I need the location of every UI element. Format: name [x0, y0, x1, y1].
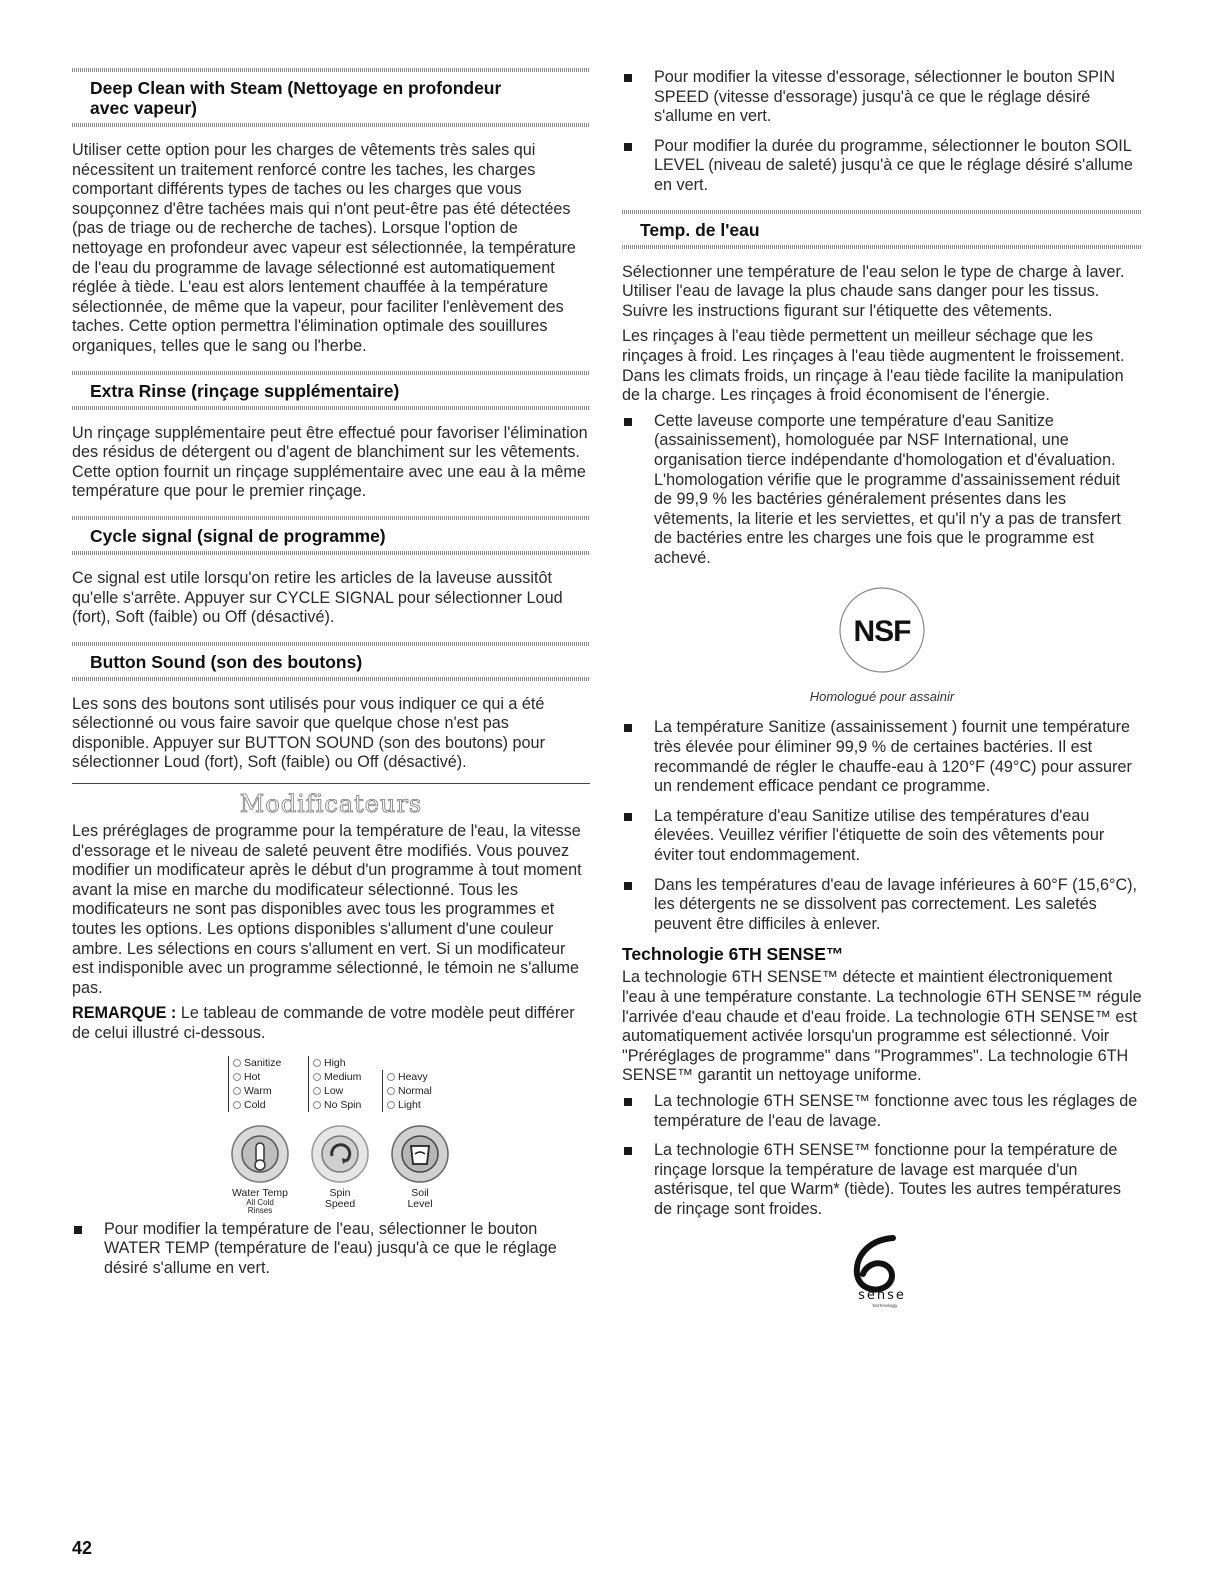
section-rule-bottom	[72, 123, 590, 127]
option-low: Low	[313, 1084, 361, 1098]
indicator-icon	[233, 1073, 241, 1081]
indicator-icon	[313, 1101, 321, 1109]
extra-rinse-body: Un rinçage supplémentaire peut être effectué pour favoriser l'élimination des résidus de détergent ou d'agent de blanchiment sur les vêtements. Cette option fournit un rinçage supplémentaire avec une eau à la même température que pour le premier rinçage.	[72, 423, 588, 501]
indicator-icon	[387, 1087, 395, 1095]
list-item: Pour modifier la durée du programme, sélectionner le bouton SOIL LEVEL (niveau de saleté) jusqu'à ce que le réglage désiré s'allume en vert.	[622, 137, 1142, 196]
option-warm: Warm	[233, 1084, 281, 1098]
soil-level-knob-icon	[390, 1124, 450, 1184]
nsf-logo-text: NSF	[853, 615, 911, 649]
sixth-sense-heading: Technologie 6TH SENSE™	[622, 944, 844, 965]
list-item: La technologie 6TH SENSE™ fonctionne avec tous les réglages de température de l'eau de lavage.	[622, 1092, 1142, 1131]
note-label: REMARQUE :	[72, 1004, 177, 1023]
water-temp-para1: Sélectionner une température de l'eau selon le type de charge à laver. Utiliser l'eau de lavage la plus chaude sans danger pour les tissus. Suivre les instructions figurant sur l'étiquette des vêtements.	[622, 262, 1125, 320]
modifiers-note	[72, 1004, 590, 1043]
section-rule-top	[72, 642, 590, 646]
option-sanitize: Sanitize	[233, 1056, 281, 1070]
water-temp-knob-label: Water Temp All Cold Rinses	[231, 1186, 289, 1215]
section-rule-bottom	[72, 677, 590, 681]
section-rule-top	[622, 210, 1142, 214]
soil-options	[382, 1070, 432, 1112]
indicator-icon	[233, 1087, 241, 1095]
section-extra-rinse	[72, 371, 590, 502]
spin-speed-knob-icon	[310, 1124, 370, 1184]
list-item: Pour modifier la température de l'eau, sélectionner le bouton WATER TEMP (température de l'eau) jusqu'à ce que le réglage désiré s'allume en vert.	[72, 1220, 590, 1279]
list-item: La température Sanitize (assainissement ) fournit une température très élevée pour éliminer 99,9 % de certaines bactéries. Il est recommandé de régler le chauffe-eau à 120°F (49°C) pour assurer un rendement efficace pendant ce programme.	[622, 718, 1142, 796]
left-column	[72, 68, 590, 1288]
option-hot: Hot	[233, 1070, 281, 1084]
extra-rinse-heading: Extra Rinse (rinçage supplémentaire)	[90, 380, 400, 401]
sixth-sense-logo-icon	[827, 1230, 937, 1310]
indicator-icon	[233, 1059, 241, 1067]
indicator-icon	[387, 1101, 395, 1109]
cycle-signal-heading: Cycle signal (signal de programme)	[90, 525, 386, 546]
spin-soil-bullet-list	[622, 68, 1142, 196]
sixth-sense-body: La technologie 6TH SENSE™ détecte et maintient électroniquement l'eau à une température constante. La technologie 6TH SENSE™ régule l'arrivée d'eau chaude et d'eau froide. La technologie 6TH SENSE™ est automatiquement activée lorsqu'un programme est sélectionné. Voir "Préréglages de programme" dans "Programmes". La technologie 6TH SENSE™ garantit un nettoyage uniforme.	[622, 968, 1142, 1085]
indicator-icon	[233, 1101, 241, 1109]
water-temp-bullet-list	[72, 1220, 590, 1279]
water-temp-heading: Temp. de l'eau	[640, 219, 760, 240]
modifiers-title: Modificateurs	[239, 790, 423, 819]
modifiers-body: Les préréglages de programme pour la température de l'eau, la vitesse d'essorage et le niveau de saleté peuvent être modifiés. Vous pouvez modifier un modificateur après le début d'un programme à tout moment avant la mise en marche du modificateur sélectionné. Tous les modificateurs ne sont pas disponibles avec tous les programmes et toutes les options. Les options disponibles s'allument d'une couleur ambre. Les sélections en cours s'allument en vert. Si un modificateur est indisponible avec un programme sélectionné, le témoin ne s'allume pas.	[72, 822, 582, 997]
nsf-caption: Homologué pour assainir	[809, 689, 955, 705]
section-water-temp	[622, 210, 1142, 406]
list-item: La technologie 6TH SENSE™ fonctionne pour la température de rinçage lorsque la température de lavage est marquée d'un astérisque, tel que Warm* (tiède). Toutes les autres températures de rinçage sont froides.	[622, 1141, 1142, 1219]
section-rule-top	[72, 68, 590, 72]
option-cold: Cold	[233, 1098, 281, 1112]
section-rule-top	[72, 371, 590, 375]
section-rule-top	[72, 516, 590, 520]
section-rule-bottom	[72, 551, 590, 555]
note-text: Le tableau de commande de votre modèle peut différer de celui illustré ci-dessous.	[72, 1004, 575, 1042]
water-temp-para2: Les rinçages à l'eau tiède permettent un meilleur séchage que les rinçages à froid. Les rinçages à l'eau tiède augmentent le froissement. Dans les climats froids, un rinçage à l'eau tiède facilite la manipulation de la charge. Les rinçages à froid économisent de l'énergie.	[622, 327, 1125, 405]
deep-clean-heading: Deep Clean with Steam (Nettoyage en profondeur avec vapeur)	[90, 78, 502, 118]
sense-logo-sub: technology	[872, 1303, 898, 1309]
sanitize-bullet-list	[622, 412, 1142, 569]
soil-level-knob-label: Soil Level	[407, 1186, 433, 1210]
button-sound-body: Les sons des boutons sont utilisés pour vous indiquer ce qui a été sélectionné ou vous faire savoir que quelque chose n'est pas disponible. Appuyer sur BUTTON SOUND (son des boutons) pour sélectionner Loud (fort), Soft (faible) ou Off (désactivé).	[72, 694, 545, 772]
cycle-signal-body: Ce signal est utile lorsqu'on retire les articles de la laveuse aussitôt qu'elle s'arrête. Appuyer sur CYCLE SIGNAL pour sélectionner Loud (fort), Soft (faible) ou Off (désactivé).	[72, 568, 563, 627]
deep-clean-body: Utiliser cette option pour les charges de vêtements très sales qui nécessitent un traitement renforcé contre les taches, les charges comportant différents types de taches ou les charges que vous soupçonnez d'être tachées mais qui n'ont peut-être pas été détectées (pas de triage ou de recherche de taches). Lorsque l'option de nettoyage en profondeur avec vapeur est sélectionnée, la température de l'eau du programme de lavage sélectionné est automatiquement réglée à tiède. L'eau est alors lentement chauffée à la température sélectionnée, de même que la vapeur, pour faciliter l'enlèvement des taches. Cette option permettra l'élimination optimale des souillures organiques, telles que le sang ou l'herbe.	[72, 141, 576, 355]
nsf-logo-icon	[834, 582, 930, 678]
option-normal: Normal	[387, 1084, 432, 1098]
section-cycle-signal	[72, 516, 590, 628]
water-temp-options	[228, 1056, 281, 1112]
option-high: High	[313, 1056, 361, 1070]
modifiers-rule	[72, 783, 590, 784]
list-item: Dans les températures d'eau de lavage inférieures à 60°F (15,6°C), les détergents ne se dissolvent pas correctement. Les saletés peuvent être difficiles à enlever.	[622, 876, 1142, 935]
section-deep-clean	[72, 68, 590, 357]
right-column	[622, 68, 1142, 1315]
indicator-icon	[313, 1087, 321, 1095]
option-medium: Medium	[313, 1070, 361, 1084]
sense-logo-text: sense	[858, 1287, 906, 1303]
page-number: 42	[72, 1538, 93, 1558]
list-item: Cette laveuse comporte une température d'eau Sanitize (assainissement), homologuée par NSF International, une organisation tierce indépendante d'homologation et d'évaluation. L'homologation vérifie que le programme d'assainissement réduit de 99,9 % les bactéries généralement présentes dans les vêtements, la literie et les serviettes, et qu'il n'y a pas de transfert de bactéries entre les charges une fois que le programme est achevé.	[622, 412, 1142, 569]
indicator-icon	[313, 1059, 321, 1067]
spin-options	[308, 1056, 361, 1112]
section-rule-bottom	[622, 245, 1142, 249]
water-temp-knob-icon	[230, 1124, 290, 1184]
option-light: Light	[387, 1098, 432, 1112]
sixth-sense-bullet-list	[622, 1092, 1142, 1220]
nsf-logo-block	[622, 582, 1142, 683]
option-no-spin: No Spin	[313, 1098, 361, 1112]
list-item: Pour modifier la vitesse d'essorage, sélectionner le bouton SPIN SPEED (vitesse d'essorage) jusqu'à ce que le réglage désiré s'allume en vert.	[622, 68, 1142, 127]
option-heavy: Heavy	[387, 1070, 432, 1084]
indicator-icon	[387, 1073, 395, 1081]
sanitize-details-list	[622, 718, 1142, 934]
spin-speed-knob-label: Spin Speed	[324, 1186, 356, 1210]
control-panel-illustration	[222, 1056, 472, 1215]
section-rule-bottom	[72, 406, 590, 410]
indicator-icon	[313, 1073, 321, 1081]
section-button-sound	[72, 642, 590, 773]
list-item: La température d'eau Sanitize utilise des températures d'eau élevées. Veuillez vérifier l'étiquette de soin des vêtements pour éviter tout endommagement.	[622, 807, 1142, 866]
sixth-sense-logo-block	[622, 1230, 1142, 1315]
button-sound-heading: Button Sound (son des boutons)	[90, 651, 363, 672]
